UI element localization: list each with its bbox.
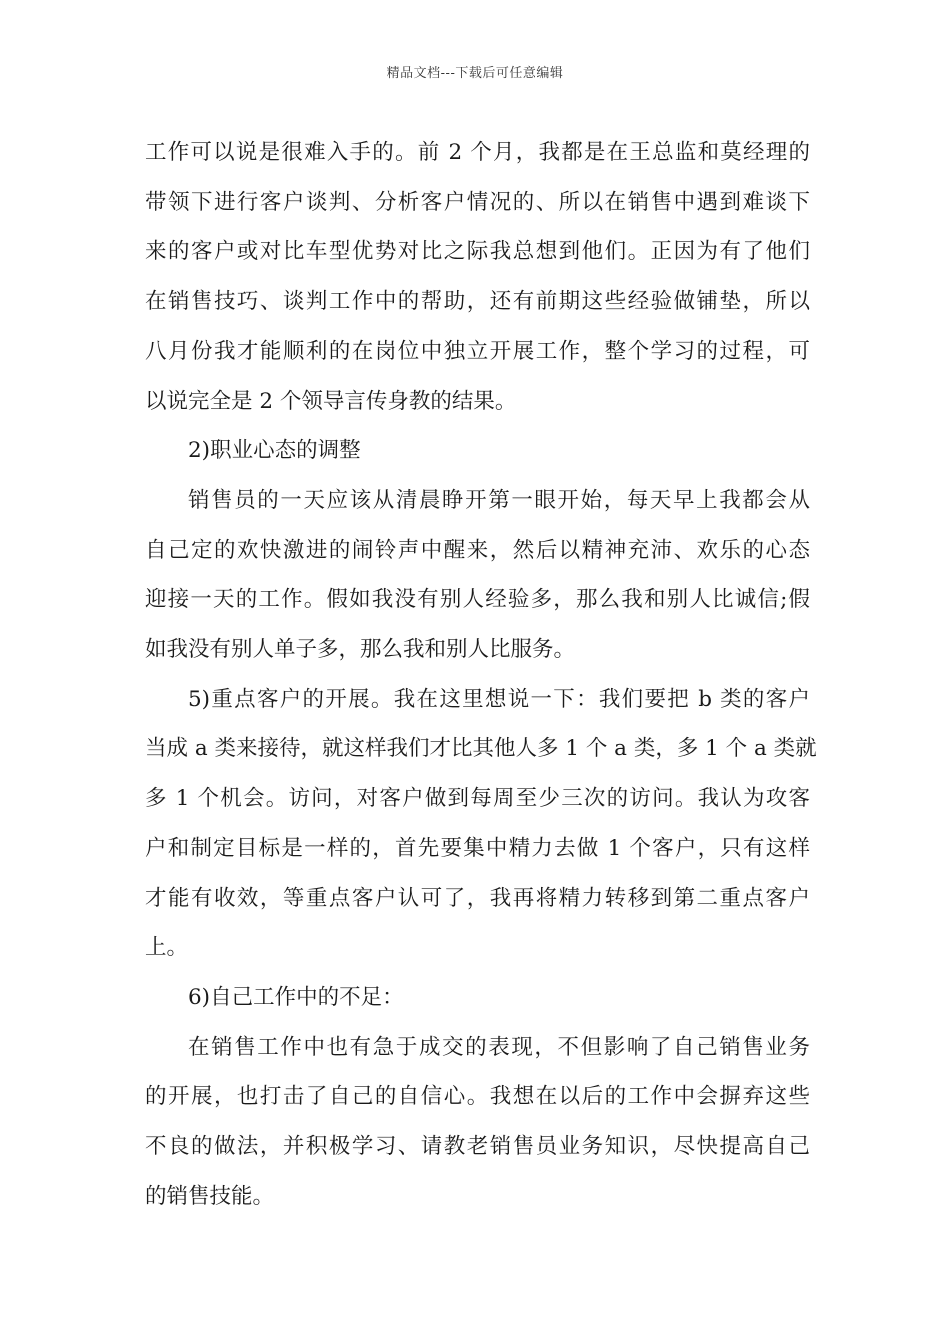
text-line: 工作可以说是很难入手的。前 2 个月，我都是在王总监和莫经理的 [145,140,810,165]
text-line: 以说完全是 2 个领导言传身教的结果。 [145,388,517,414]
text-line: 户和制定目标是一样的，首先要集中精力去做 1 个客户，只有这样 [145,835,810,861]
text-line: 当成 a 类来接待，就这样我们才比其他人多 1 个 a 类，多 1 个 a 类就 [145,736,817,762]
text-line: 销售员的一天应该从清晨睁开第一眼开始，每天早上我都会从 [188,487,810,513]
text-line: 在销售技巧、谈判工作中的帮助，还有前期这些经验做铺垫，所以 [145,289,810,315]
section-heading-6 [145,973,810,1023]
text-line: 不良的做法，并积极学习、请教老销售员业务知识，尽快提高自己 [145,1134,810,1160]
page-header: 精品文档---下载后可任意编辑 [386,66,564,81]
text-line: 八月份我才能顺利的在岗位中独立开展工作，整个学习的过程，可 [145,338,810,364]
text-line: 在销售工作中也有急于成交的表现，不但影响了自己销售业务 [188,1034,810,1060]
paragraph-4 [145,675,817,973]
text-line: 迎接一天的工作。假如我没有别人经验多，那么我和别人比诚信;假 [145,587,810,613]
paragraph-1 [145,128,810,426]
text-line: 2)职业心态的调整 [188,438,361,464]
text-line: 6)自己工作中的不足： [188,984,404,1010]
text-line: 的开展，也打击了自己的自信心。我想在以后的工作中会摒弃这些 [145,1084,810,1110]
paragraph-3 [145,476,810,675]
section-heading-2 [145,426,810,476]
text-line: 的销售技能。 [145,1183,275,1209]
text-line: 带领下进行客户谈判、分析客户情况的、所以在销售中遇到难谈下 [145,189,810,215]
text-line: 多 1 个机会。访问，对客户做到每周至少三次的访问。我认为攻客 [145,786,810,812]
text-line: 5)重点客户的开展。我在这里想说一下：我们要把 b 类的客户 [188,686,810,712]
text-line: 上。 [145,935,189,961]
paragraph-6 [145,1023,810,1222]
document-body [145,128,817,1221]
text-line: 自己定的欢快激进的闹铃声中醒来，然后以精神充沛、欢乐的心态 [145,537,810,563]
text-line: 才能有收效，等重点客户认可了，我再将精力转移到第二重点客户 [145,885,810,911]
text-line: 如我没有别人单子多，那么我和别人比服务。 [145,637,576,663]
text-line: 来的客户或对比车型优势对比之际我总想到他们。正因为有了他们 [145,239,810,265]
